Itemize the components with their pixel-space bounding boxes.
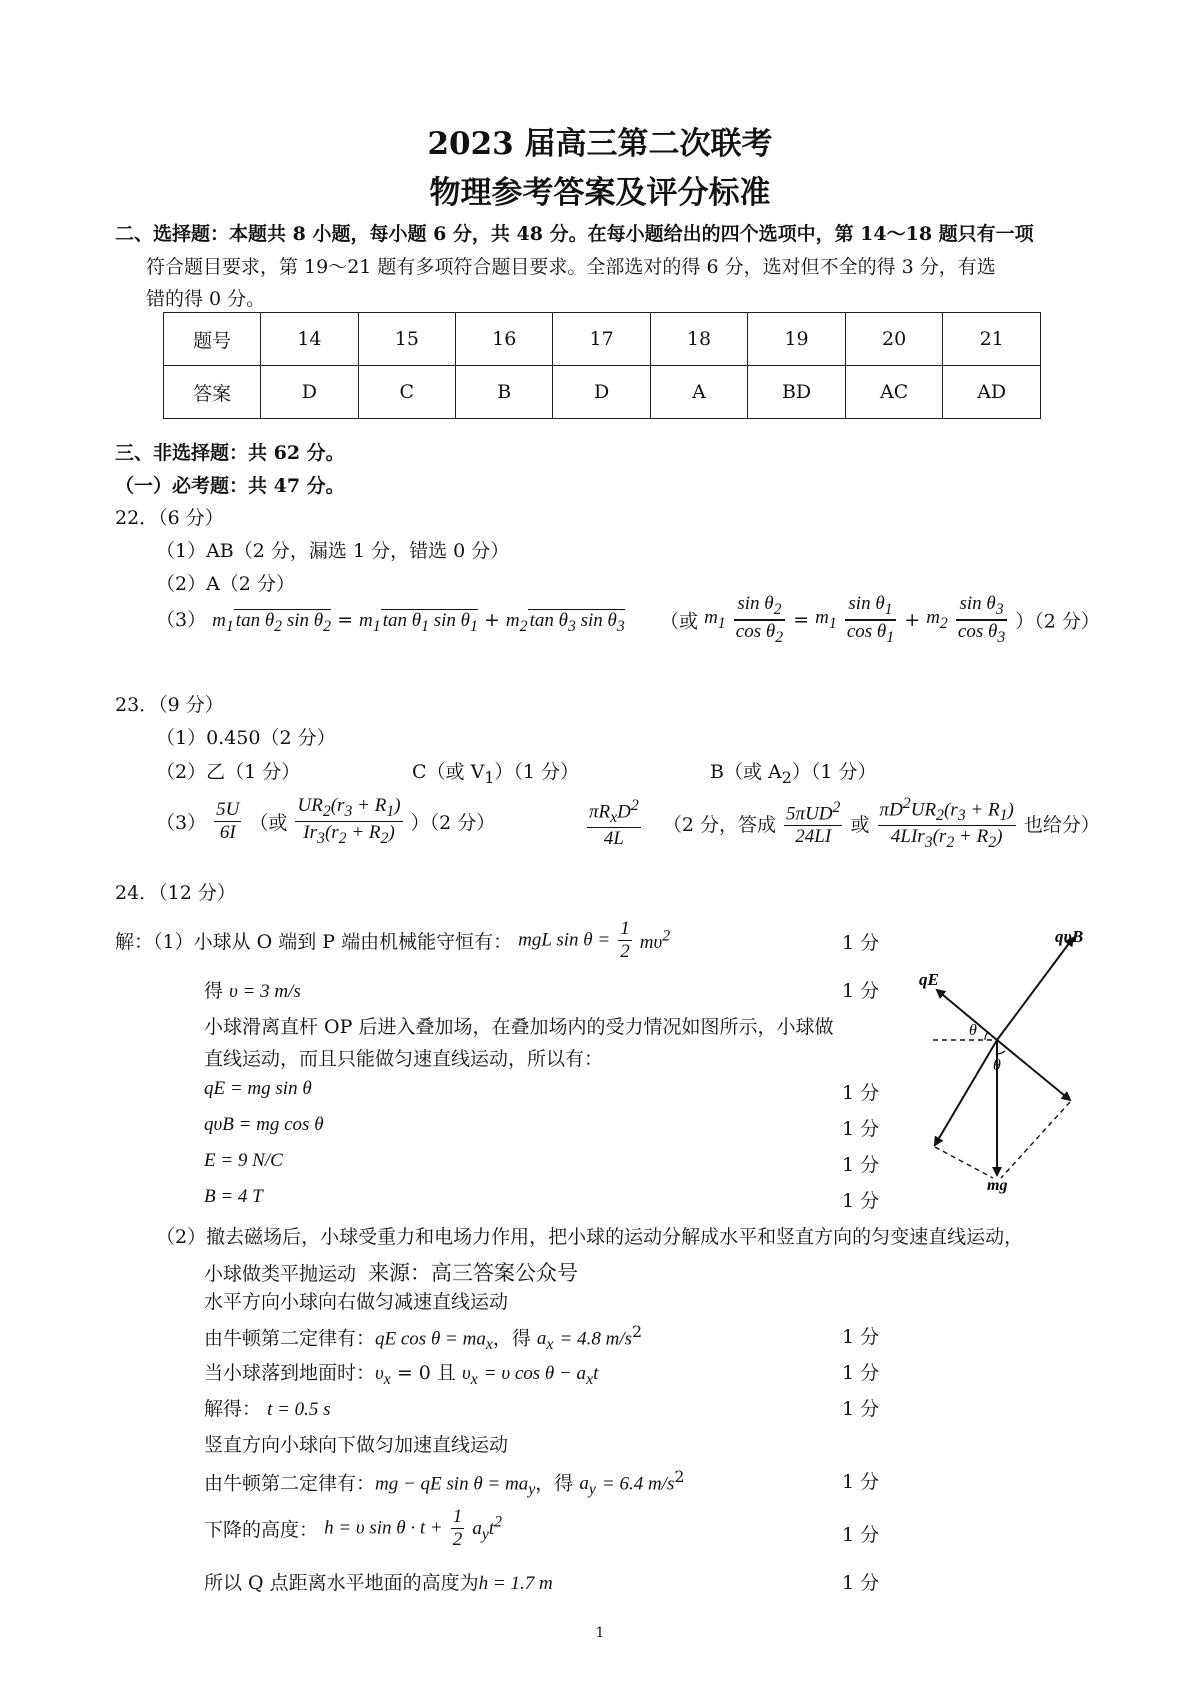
q24-eq2: qυB = mg cos θ: [204, 1114, 324, 1135]
table-cell: 19: [748, 313, 846, 366]
table-header-cell: 答案: [164, 366, 261, 419]
answer-table: [163, 312, 1041, 419]
q24-l11: 竖直方向小球向下做匀加速直线运动: [204, 1434, 509, 1456]
force-diagram: [905, 920, 1084, 1194]
label-theta-top: θ: [969, 1022, 977, 1039]
q22-p3: （3） $m_1$ $\tan \theta_2$ $\sin \theta_2 = m_1$ $\tan \theta_1$ $\sin \theta_1 + m_2$ $\tan \theta_3$ $\sin \theta_3$: [156, 609, 625, 635]
q24-l14: 所以 Q 点距离水平地面的高度为h = 1.7 m: [204, 1572, 553, 1594]
q24-l3: 小球滑离直杆 OP 后进入叠加场，在叠加场内的受力情况如图所示，小球做: [204, 1016, 834, 1038]
table-row-answers: [164, 366, 1041, 419]
q24-l6: 小球做类平抛运动 来源：高三答案公众号: [204, 1261, 579, 1285]
section2-line1: 二、选择题：本题共 8 小题，每小题 6 分，共 48 分。在每小题给出的四个选项中，第 14～18 题只有一项: [115, 223, 1034, 245]
q24-l5: （2）撤去磁场后，小球受重力和电场力作用，把小球的运动分解成水平和竖直方向的匀变速直线运动，: [156, 1226, 1024, 1248]
dashed-parallelogram-right: [1001, 1102, 1070, 1178]
q24-score-12: 1 分: [842, 1572, 880, 1594]
table-cell: BD: [748, 366, 846, 419]
q24-l4: 直线运动，而且只能做匀速直线运动，所以有：: [204, 1048, 604, 1070]
table-cell: 14: [261, 313, 358, 366]
q24-score-7: 1 分: [842, 1326, 880, 1348]
q22-p3-alt: （或 $m_1$ $\frac{\sin \theta_2}{\cos \theta_2}$ = $m_1$ $\frac{\sin \theta_1}{\cos \theta_1}$ + $m_2$ $\frac{\sin \theta_3}{\cos \theta_3}$ ）（2 分）: [660, 593, 1100, 646]
table-header-cell: 题号: [164, 313, 261, 366]
section3-heading: 三、非选择题：共 62 分。: [115, 442, 345, 464]
q24-l12: 由牛顿第二定律有：mg − qE $\sin \theta = ma_y$，得 $a_y = 6.4$ $m/s^2$: [204, 1467, 685, 1499]
table-cell: 18: [650, 313, 747, 366]
table-cell: B: [456, 366, 553, 419]
label-mg: mg: [987, 1177, 1008, 1194]
angle-arc-bottom: [997, 1051, 1005, 1054]
q24-eq3: E = 9 N/C: [204, 1150, 283, 1171]
table-row-questions: [164, 313, 1041, 366]
label-qvB: qυB: [1055, 927, 1084, 946]
table-cell: 15: [358, 313, 455, 366]
table-cell: C: [358, 366, 455, 419]
q24-eq1: qE = mg sin θ: [204, 1078, 312, 1099]
qvB-arrow: [997, 938, 1073, 1040]
q23-p1: （1）0.450（2 分）: [156, 727, 336, 749]
q24-score-9: 1 分: [842, 1398, 880, 1420]
q24-score-1: 1 分: [842, 932, 880, 954]
q24-score-10: 1 分: [842, 1471, 880, 1493]
q24-l9: 当小球落到地面时：$\upsilon_x = 0$ 且 $\upsilon_x = \upsilon$ $\cos \theta - a_xt$: [204, 1362, 599, 1388]
table-cell: 20: [845, 313, 943, 366]
q23-p2a: （2）乙（1 分）: [156, 761, 301, 783]
q24-l7: 水平方向小球向右做匀减速直线运动: [204, 1291, 509, 1313]
q23-p3: （3） $\frac{5U}{6I}$ （或 $\frac{UR_2(r_3 + R_1)}{Ir_3(r_2 + R_2)}$ ）（2 分）: [156, 795, 496, 847]
angle-arc-top: [985, 1032, 988, 1040]
q22-p2: （2）A（2 分）: [156, 573, 295, 595]
table-cell: AD: [943, 366, 1041, 419]
q23-head: 23．（9 分）: [115, 694, 224, 716]
q24-l13: 下降的高度： h = υ sin θ · t + $\frac{1}{2}$ $a_yt^2$: [204, 1506, 503, 1550]
q22-p1: （1）AB（2 分，漏选 1 分，错选 0 分）: [156, 540, 510, 562]
q24-l10: 解得： t = 0.5 s: [204, 1398, 331, 1420]
q23-p3-b: $\frac{\pi R_xD^2}{4L}$ （2 分，答成 $\frac{5\pi UD^2}{24LI}$ 或 $\frac{\pi D^2UR_2(r_3 + R_1)}{4LIr_3(r_2 + R_2)}$ 也给分）: [589, 795, 1100, 852]
q23-p2b: C（或 $V_1)(1$ 分）: [412, 761, 580, 787]
table-cell: 21: [943, 313, 1041, 366]
q24-head: 24．（12 分）: [115, 882, 236, 904]
q24-score-5: 1 分: [842, 1154, 880, 1176]
label-qE: qE: [919, 970, 939, 989]
dashed-parallelogram-left: [935, 1147, 993, 1178]
table-cell: D: [261, 366, 358, 419]
section3-sub: （一）必考题：共 47 分。: [115, 475, 345, 497]
q24-l1: 解：（1）小球从 O 端到 P 端由机械能守恒有： mgL sin θ = $\frac{1}{2}$ $m\upsilon^2$: [115, 918, 671, 962]
section2-line3: 错的得 0 分。: [146, 288, 266, 310]
q24-score-6: 1 分: [842, 1190, 880, 1212]
table-cell: AC: [845, 366, 943, 419]
q24-score-4: 1 分: [842, 1118, 880, 1140]
q24-l8: 由牛顿第二定律有：qE $\cos \theta = ma_x$，得 $a_x = 4.8$ $m/s^2$: [204, 1322, 643, 1354]
table-cell: 16: [456, 313, 553, 366]
table-cell: 17: [553, 313, 650, 366]
resultant-right-arrow: [997, 1040, 1070, 1100]
resultant-left-arrow: [935, 1040, 997, 1145]
table-cell: D: [553, 366, 650, 419]
table-cell: A: [650, 366, 747, 419]
q24-eq4: B = 4 T: [204, 1186, 263, 1207]
q24-score-3: 1 分: [842, 1082, 880, 1104]
q24-score-11: 1 分: [842, 1524, 880, 1546]
label-theta-bottom: θ: [993, 1057, 1001, 1074]
q24-score-2: 1 分: [842, 980, 880, 1002]
q22-head: 22．（6 分）: [115, 507, 224, 529]
section2-line2: 符合题目要求，第 19～21 题有多项符合题目要求。全部选对的得 6 分，选对但不全的得 3 分，有选: [146, 256, 996, 278]
q24-score-8: 1 分: [842, 1362, 880, 1384]
q23-p2c: B（或 $A_2)(1$ 分）: [710, 761, 877, 787]
page-number: 1: [595, 1625, 605, 1641]
page-subtitle: 物理参考答案及评分标准: [429, 175, 771, 211]
q24-l2: 得 υ = 3 m/s: [204, 980, 301, 1002]
page-title: 2023 届高三第二次联考: [427, 126, 773, 162]
